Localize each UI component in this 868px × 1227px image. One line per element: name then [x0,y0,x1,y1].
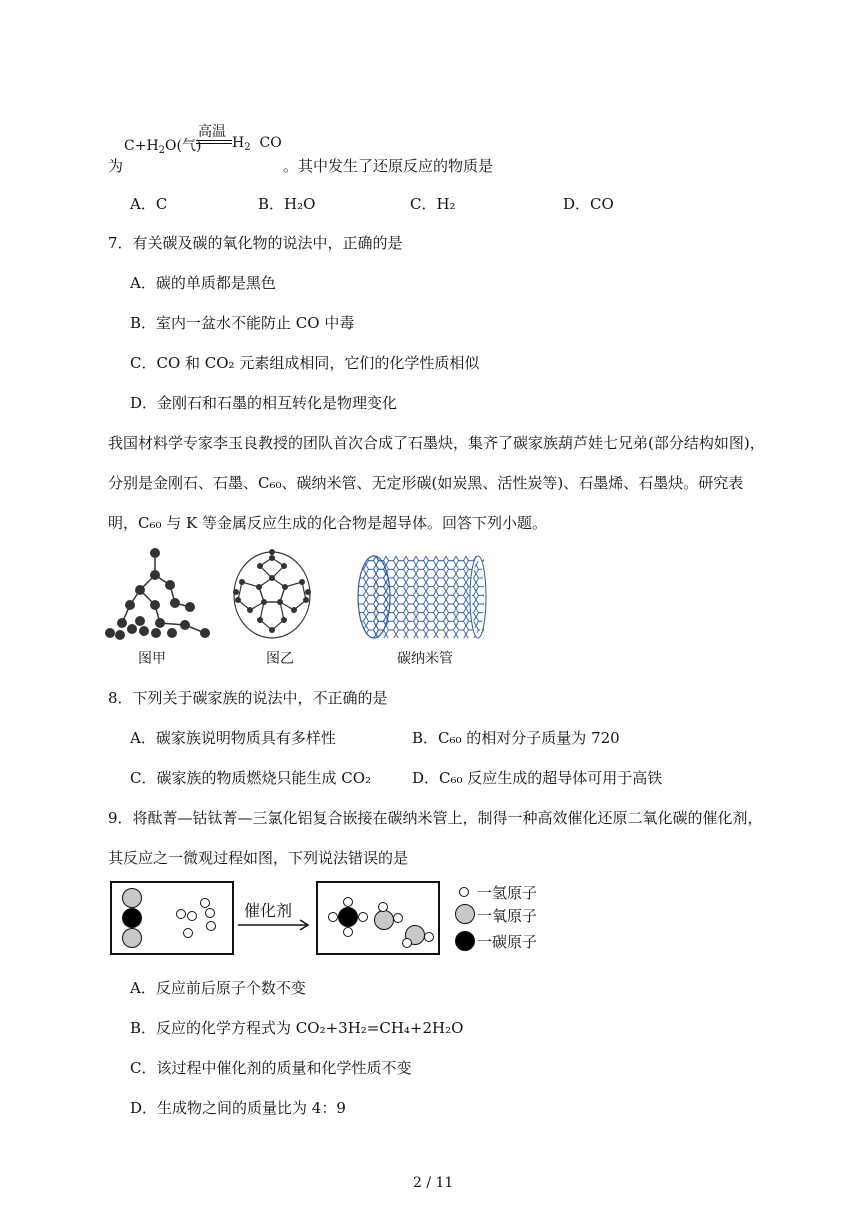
passage-line-1: 我国材料学专家李玉良教授的团队首次合成了石墨炔，集齐了碳家族葫芦娃七兄弟(部分结构如图)， [108,434,765,452]
equation-condition: 高温 [198,124,226,140]
q8-option-d: D．C₆₀ 反应生成的超导体可用于高铁 [412,769,663,787]
legend-oxygen-icon [455,904,475,924]
q6-option-d: D．CO [563,195,614,213]
figure-caption-3: 碳纳米管 [397,651,453,667]
equation-right: $H_2$ CO [232,135,282,153]
hydrogen-atom-icon [343,927,353,937]
hydrogen-atom-icon [183,928,193,938]
oxygen-atom-icon [374,910,394,930]
hydrogen-atom-icon [358,912,368,922]
q9-option-b: B．反应的化学方程式为 CO₂+3H₂=CH₄+2H₂O [130,1019,464,1037]
hydrogen-atom-icon [206,921,216,931]
hydrogen-atom-icon [328,912,338,922]
q8-option-c: C．碳家族的物质燃烧只能生成 CO₂ [130,769,372,787]
q9-option-d: D．生成物之间的质量比为 4：9 [130,1099,346,1117]
q9-stem-line-1: 9．将酞菁—钴钛菁—三氯化铝复合嵌接在碳纳米管上，制得一种高效催化还原二氧化碳的催化剂， [108,809,763,827]
legend-oxygen-label: 一氧原子 [477,907,538,925]
q8-option-a: A．碳家族说明物质具有多样性 [130,729,336,747]
oxygen-atom-icon [122,928,142,948]
q8-stem: 8．下列关于碳家族的说法中，不正确的是 [108,689,388,707]
q6-stem: 。其中发生了还原反应的物质是 [283,157,494,175]
page-number: 2 / 11 [413,1175,454,1191]
figure-caption-1: 图甲 [138,651,166,667]
q7-option-b: B．室内一盆水不能防止 CO 中毒 [130,314,355,332]
q8-option-b: B．C₆₀ 的相对分子质量为 720 [412,729,620,747]
figure-caption-2: 图乙 [266,651,294,667]
reaction-arrow-icon [236,919,312,931]
hydrogen-atom-icon [200,898,210,908]
carbon-nanotube-figure [356,552,488,642]
q7-stem: 7．有关碳及碳的氧化物的说法中，正确的是 [108,234,403,252]
hydrogen-atom-icon [176,909,186,919]
q7-option-d: D．金刚石和石墨的相互转化是物理变化 [130,394,398,412]
q7-option-a: A．碳的单质都是黑色 [130,274,276,292]
legend-carbon-label: 一碳原子 [477,933,538,951]
legend-hydrogen-label: 一氢原子 [477,884,538,902]
passage-line-2: 分别是金刚石、石墨、C₆₀、碳纳米管、无定形碳(如炭黑、活性炭等)、石墨烯、石墨炔。研究表 [108,474,744,492]
oxygen-atom-icon [122,888,142,908]
q9-stem-line-2: 其反应之一微观过程如图，下列说法错误的是 [108,849,409,867]
equation-double-bar-top [196,140,232,141]
hydrogen-atom-icon [187,911,197,921]
legend-hydrogen-icon [459,887,469,897]
hydrogen-atom-icon [343,897,353,907]
q6-option-b: B．H₂O [258,195,316,213]
equation-left: $C+H_2O$(气) [124,138,202,156]
q6-option-c: C．H₂ [410,195,456,213]
hydrogen-atom-icon [402,938,412,948]
c60-structure-figure [230,548,315,643]
q6-option-a: A．C [130,195,168,213]
diamond-structure-figure [100,545,215,645]
hydrogen-atom-icon [378,902,388,912]
q7-option-c: C．CO 和 CO₂ 元素组成相同，它们的化学性质相似 [130,354,480,372]
q6-prefix: 为 [108,157,124,175]
hydrogen-atom-icon [205,908,215,918]
q9-option-c: C．该过程中催化剂的质量和化学性质不变 [130,1059,412,1077]
legend-carbon-icon [455,931,475,951]
hydrogen-atom-icon [393,913,403,923]
q9-option-a: A．反应前后原子个数不变 [130,979,306,997]
passage-line-3: 明，C₆₀ 与 K 等金属反应生成的化合物是超导体。回答下列小题。 [108,514,548,532]
carbon-atom-icon [338,907,358,927]
equation-double-bar-bottom [196,143,232,144]
carbon-atom-icon [122,908,142,928]
catalyst-label: 催化剂 [244,901,293,920]
hydrogen-atom-icon [424,932,434,942]
